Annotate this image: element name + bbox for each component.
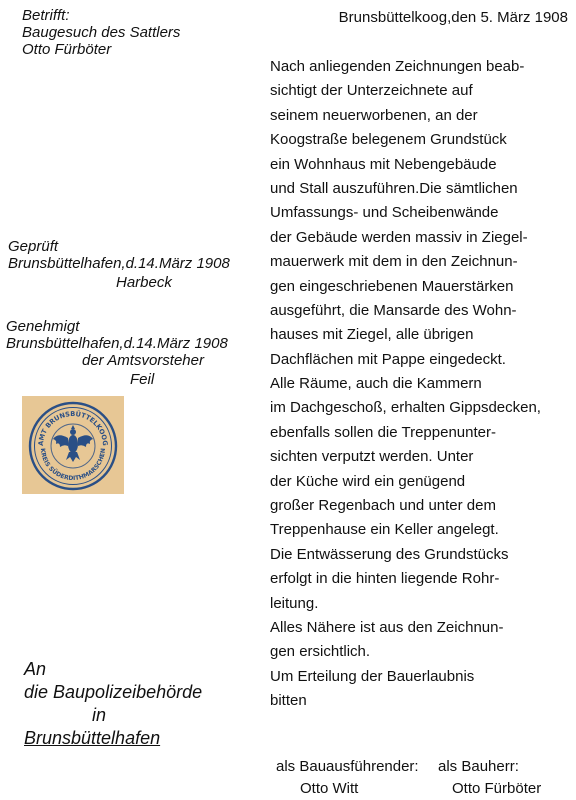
approval-granted-signature: Feil bbox=[130, 371, 155, 388]
owner-name: Otto Fürböter bbox=[452, 780, 542, 797]
body-line: seinem neuerworbenen, an der bbox=[270, 106, 478, 124]
subject-block bbox=[22, 7, 180, 58]
body-line: gen eingeschriebenen Mauerstärken bbox=[270, 277, 514, 295]
approval-checked-signature: Harbeck bbox=[116, 274, 172, 291]
address-line: in bbox=[92, 705, 107, 725]
body-line: Umfassungs- und Scheibenwände bbox=[270, 204, 499, 222]
body-line: leitung. bbox=[270, 594, 319, 612]
application-body bbox=[270, 55, 541, 714]
body-line: hauses mit Ziegel, alle übrigen bbox=[270, 326, 474, 344]
body-line: der Gebäude werden massiv in Ziegel- bbox=[270, 228, 528, 246]
body-line: im Dachgeschoß, erhalten Gippsdecken, bbox=[270, 399, 541, 417]
subject-line: Baugesuch des Sattlers bbox=[22, 24, 181, 41]
body-line: Koogstraße belegenem Grundstück bbox=[270, 131, 507, 149]
owner-role: als Bauherr: bbox=[438, 758, 519, 775]
body-line: Um Erteilung der Bauerlaubnis bbox=[270, 667, 475, 685]
body-line: und Stall auszuführen.Die sämtlichen bbox=[270, 179, 518, 197]
body-line: Die Entwässerung des Grundstücks bbox=[270, 545, 509, 563]
builder-name: Otto Witt bbox=[300, 780, 359, 797]
body-line: ein Wohnhaus mit Nebengebäude bbox=[270, 155, 497, 173]
approval-checked-label: Geprüft bbox=[8, 238, 59, 255]
body-line: bitten bbox=[270, 692, 307, 710]
body-line: mauerwerk mit dem in den Zeichnun- bbox=[270, 253, 518, 271]
svg-text:KREIS SÜDERDITHMARSCHEN: KREIS SÜDERDITHMARSCHEN bbox=[38, 447, 108, 483]
official-seal bbox=[22, 396, 124, 494]
approval-checked-place-date: Brunsbüttelhafen,d.14.März 1908 bbox=[8, 255, 230, 272]
body-line: Alle Räume, auch die Kammern bbox=[270, 375, 482, 393]
body-line: Alles Nähere ist aus den Zeichnun- bbox=[270, 618, 504, 636]
body-line: sichten verputzt werden. Unter bbox=[270, 448, 474, 466]
svg-text:AMT BRUNSBÜTTELKOOG: AMT BRUNSBÜTTELKOOG bbox=[36, 409, 110, 447]
address-line: An bbox=[24, 659, 47, 679]
date-line: Brunsbüttelkoog,den 5. März 1908 bbox=[338, 9, 568, 26]
approval-granted-role: der Amtsvorsteher bbox=[82, 352, 204, 369]
approval-granted-place-date: Brunsbüttelhafen,d.14.März 1908 bbox=[6, 335, 228, 352]
subject-line: Otto Fürböter bbox=[22, 41, 112, 58]
address-block bbox=[24, 658, 202, 750]
body-line: ausgeführt, die Mansarde des Wohn- bbox=[270, 301, 517, 319]
approval-granted-label: Genehmigt bbox=[6, 318, 80, 335]
body-line: sichtigt der Unterzeichnete auf bbox=[270, 82, 473, 100]
approval-granted-block bbox=[6, 318, 228, 388]
body-line: Treppenhause ein Keller angelegt. bbox=[270, 521, 499, 539]
body-line: Nach anliegenden Zeichnungen beab- bbox=[270, 58, 525, 75]
body-line: gen ersichtlich. bbox=[270, 643, 371, 661]
subject-label: Betrifft: bbox=[22, 7, 70, 24]
body-line: ebenfalls sollen die Treppenunter- bbox=[270, 423, 496, 441]
builder-role: als Bauausführender: bbox=[276, 758, 419, 775]
builder-signature-block bbox=[276, 756, 419, 800]
approval-checked-block bbox=[8, 238, 230, 291]
owner-signature-block bbox=[438, 756, 541, 800]
body-line: der Küche wird ein genügend bbox=[270, 472, 466, 490]
eagle-seal-icon bbox=[22, 396, 124, 494]
body-line: großer Regenbach und unter dem bbox=[270, 497, 496, 515]
body-line: erfolgt in die hinten liegende Rohr- bbox=[270, 570, 500, 588]
body-line: Dachflächen mit Pappe eingedeckt. bbox=[270, 350, 506, 368]
address-line: die Baupolizeibehörde bbox=[24, 682, 203, 702]
address-place: Brunsbüttelhafen bbox=[24, 728, 161, 748]
